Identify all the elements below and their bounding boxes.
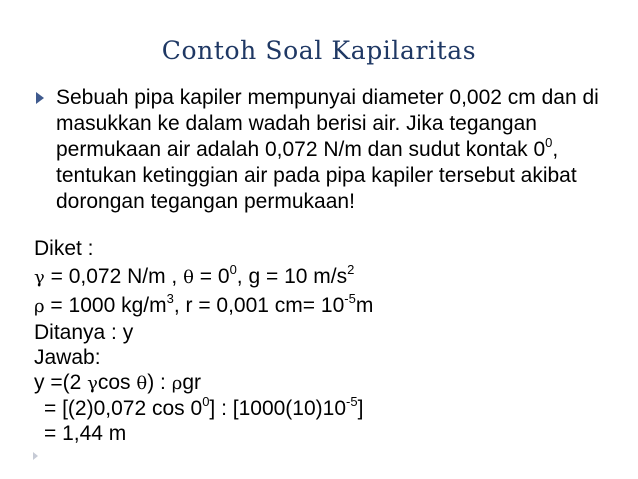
- slide-title: Contoh Soal Kapilaritas: [161, 36, 477, 65]
- rho-superscript-1: 3: [166, 291, 174, 306]
- given-text-3: , g = 10 m/s: [236, 265, 348, 288]
- subst-superscript-2: -5: [346, 394, 358, 409]
- problem-text-end: , tentukan ketinggian air pada pipa kapiler tersebut akibat dorongan tegangan permukaan!: [56, 138, 577, 213]
- given-text-1: = 0,072 N/m ,: [44, 265, 184, 288]
- formula-rho: ρ: [171, 373, 183, 394]
- bullet-arrow-icon: [36, 92, 44, 104]
- given-rho-line: [34, 293, 373, 319]
- rho-symbol: ρ: [34, 296, 45, 317]
- given-superscript-1: 0: [229, 262, 237, 277]
- problem-superscript: 0: [545, 135, 553, 150]
- problem-statement: [56, 85, 626, 215]
- problem-text: Sebuah pipa kapiler mempunyai diameter 0,002 cm dan di masukkan ke dalam wadah berisi air. Jika tegangan permukaan air adalah 0,072 N/m dan sudut kontak 0: [56, 86, 599, 161]
- rho-text-3: m: [355, 294, 374, 317]
- subst-superscript-1: 0: [202, 394, 210, 409]
- given-gamma-line: [34, 264, 354, 290]
- given-superscript-2: 2: [347, 262, 355, 277]
- rho-text-1: = 1000 kg/m: [44, 294, 167, 317]
- gamma-symbol: γ: [34, 267, 45, 288]
- diket-label: Diket :: [34, 237, 94, 260]
- formula-gamma: γ: [87, 373, 98, 394]
- theta-symbol: θ: [183, 267, 194, 288]
- formula-theta: θ: [136, 373, 148, 394]
- formula-text-3: ) :: [147, 371, 172, 394]
- formula-line: [34, 370, 201, 396]
- subst-text-1: = [(2)0,072 cos 0: [44, 397, 203, 420]
- result-line: = 1,44 m: [44, 422, 127, 445]
- rho-text-2: , r = 0,001 cm= 10: [173, 294, 345, 317]
- jawab-line: Jawab:: [34, 346, 101, 369]
- empty-bullet-arrow-icon: [33, 452, 38, 460]
- formula-text-1: y =(2: [34, 371, 88, 394]
- given-text-2: = 0: [193, 265, 230, 288]
- formula-text-4: gr: [182, 371, 202, 394]
- ditanya-line: Ditanya : y: [34, 321, 134, 344]
- substitution-line: [44, 396, 363, 421]
- formula-text-2: cos: [97, 371, 137, 394]
- subst-text-2: ] : [1000(10)10: [209, 397, 347, 420]
- subst-text-3: ]: [357, 397, 364, 420]
- rho-superscript-2: -5: [344, 291, 356, 306]
